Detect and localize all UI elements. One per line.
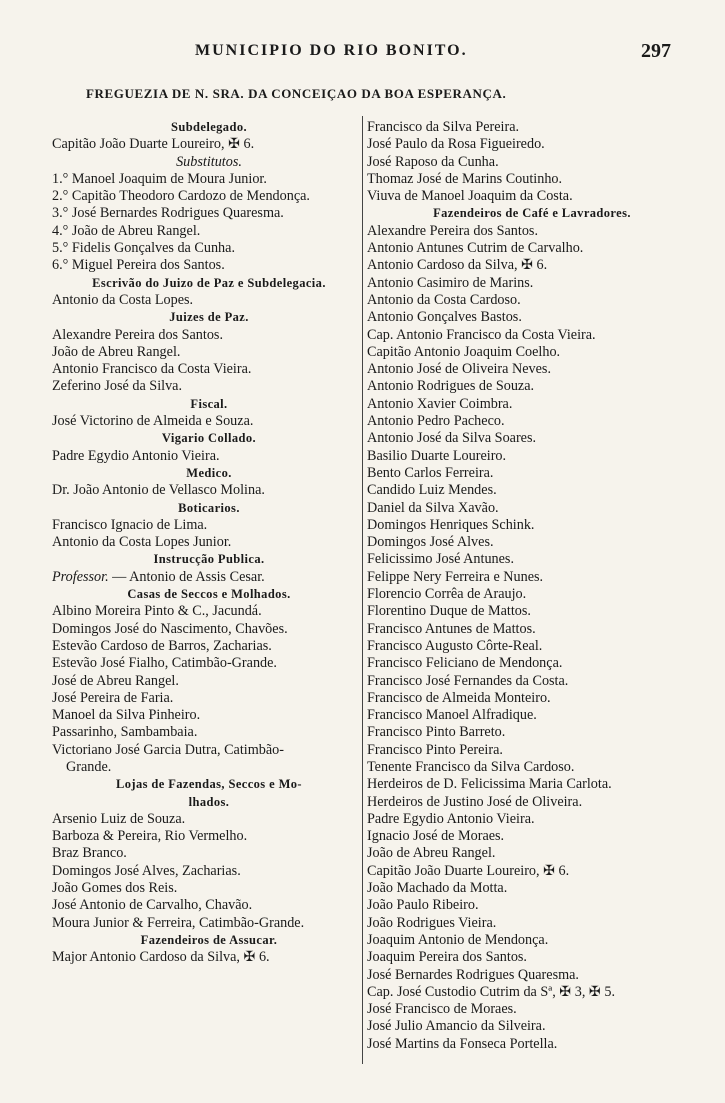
cafe-entry: Cap. José Custodio Cutrim da Sª, ✠ 3, ✠ 5. — [367, 983, 615, 1000]
cafe-entry: Herdeiros de D. Felicissima Maria Carlota. — [367, 776, 612, 793]
fazendeiro-entry: Francisco da Silva Pereira. — [367, 119, 520, 135]
fiscal-heading: Fiscal. — [190, 396, 228, 411]
cafe-entry: Francisco Augusto Côrte-Real. — [367, 637, 543, 654]
cafe-entry: João Machado da Motta. — [367, 880, 508, 897]
substituto-entry: 1.° Manoel Joaquim de Moura Junior. — [52, 170, 267, 187]
cafe-entry: Felicissimo José Antunes. — [367, 551, 515, 568]
loja-entry: João Gomes dos Reis. — [52, 880, 178, 897]
cafe-entry: Joaquim Pereira dos Santos. — [367, 949, 527, 966]
cafe-entry: José Julio Amancio da Silveira. — [367, 1018, 546, 1035]
cafe-entry: Antonio da Costa Cardoso. — [367, 291, 521, 308]
casa-entry: Estevão Cardoso de Barros, Zacharias. — [52, 637, 272, 654]
cafe-entry: Padre Egydio Antonio Vieira. — [367, 810, 535, 827]
cafe-entry: Antonio Antunes Cutrim de Carvalho. — [367, 240, 584, 257]
cafe-heading: Fazendeiros de Café e Lavradores. — [433, 206, 631, 221]
cafe-entry: Antonio Xavier Coimbra. — [367, 395, 513, 412]
cafe-entry: Antonio José da Silva Soares. — [367, 430, 537, 447]
casa-entry: Albino Moreira Pinto & C., Jacundá. — [52, 603, 262, 620]
cafe-entry: José Francisco de Moraes. — [367, 1001, 517, 1018]
cafe-entry: Antonio José de Oliveira Neves. — [367, 361, 552, 378]
cafe-entry: Antonio Gonçalves Bastos. — [367, 309, 522, 326]
cafe-entry: Ignacio José de Moraes. — [367, 828, 505, 845]
casa-entry: Victoriano José Garcia Dutra, Catimbão- — [52, 741, 284, 758]
escrivao-heading: Escrivão do Juizo de Paz e Subdelegacia. — [92, 275, 326, 290]
casa-entry: José Pereira de Faria. — [52, 689, 174, 706]
cafe-entry: Francisco Feliciano de Mendonça. — [367, 655, 563, 672]
casa-entry-continuation: Grande. — [66, 758, 112, 775]
cafe-entry: José Martins da Fonseca Portella. — [367, 1035, 558, 1052]
casas-heading: Casas de Seccos e Molhados. — [127, 587, 291, 602]
cafe-entry: João de Abreu Rangel. — [367, 845, 496, 862]
loja-entry: José Antonio de Carvalho, Chavão. — [52, 897, 253, 914]
cafe-entry: Antonio Casimiro de Marins. — [367, 274, 534, 291]
assucar-entry: Major Antonio Cardoso da Silva, ✠ 6. — [52, 949, 270, 966]
cafe-entry: Alexandre Pereira dos Santos. — [367, 222, 538, 239]
juiz-entry: João de Abreu Rangel. — [52, 343, 181, 360]
instrucao-heading: Instrucção Publica. — [153, 552, 265, 567]
cafe-entry: Basilio Duarte Loureiro. — [367, 447, 507, 464]
cafe-entry: Francisco José Fernandes da Costa. — [367, 672, 569, 689]
casa-entry: Estevão José Fialho, Catimbão-Grande. — [52, 655, 277, 672]
professor-label: Professor. — [52, 568, 109, 585]
juiz-entry: Zeferino José da Silva. — [52, 378, 183, 395]
juizes-heading: Juizes de Paz. — [169, 310, 249, 325]
loja-entry: Braz Branco. — [52, 845, 127, 862]
substituto-entry: 4.° João de Abreu Rangel. — [52, 222, 201, 239]
cafe-entry: Joaquim Antonio de Mendonça. — [367, 931, 549, 948]
cafe-entry: Francisco Pinto Pereira. — [367, 741, 503, 758]
cafe-entry: Bento Carlos Ferreira. — [367, 464, 494, 481]
page-number: 297 — [641, 40, 671, 62]
juiz-entry: Alexandre Pereira dos Santos. — [52, 326, 223, 343]
cafe-entry: Domingos José Alves. — [367, 534, 494, 551]
substituto-entry: 6.° Miguel Pereira dos Santos. — [52, 257, 225, 274]
substitutos-heading: Substitutos. — [176, 153, 242, 170]
cafe-entry: Tenente Francisco da Silva Cardoso. — [367, 758, 575, 775]
substituto-entry: 2.° Capitão Theodoro Cardozo de Mendonça. — [52, 188, 310, 205]
medico-entry: Dr. João Antonio de Vellasco Molina. — [52, 482, 265, 499]
casa-entry: Passarinho, Sambambaia. — [52, 724, 198, 741]
cafe-entry: Francisco Antunes de Mattos. — [367, 620, 536, 637]
fazendeiro-entry: José Raposo da Cunha. — [367, 153, 499, 170]
assucar-heading: Fazendeiros de Assucar. — [140, 932, 278, 947]
running-header-title: MUNICIPIO DO RIO BONITO. — [195, 42, 468, 59]
cafe-entry: Cap. Antonio Francisco da Costa Vieira. — [367, 326, 596, 343]
subdelegado-heading: Subdelegado. — [170, 120, 247, 134]
left-column — [52, 119, 366, 967]
cafe-entry: Francisco de Almeida Monteiro. — [367, 689, 551, 706]
cafe-entry: Antonio Cardoso da Silva, ✠ 6. — [367, 257, 548, 274]
professor-name: — Antonio de Assis Cesar. — [108, 568, 265, 585]
lojas-heading-continuation: lhados. — [188, 794, 230, 809]
loja-entry: Arsenio Luiz de Souza. — [52, 810, 186, 827]
casa-entry: José de Abreu Rangel. — [52, 672, 179, 689]
cafe-entry: Antonio Pedro Pacheco. — [367, 413, 505, 430]
lojas-heading: Lojas de Fazendas, Seccos e Mo- — [116, 777, 302, 792]
fazendeiro-entry: Viuva de Manoel Joaquim da Costa. — [367, 188, 573, 205]
escrivao-entry: Antonio da Costa Lopes. — [52, 291, 194, 308]
boticario-entry: Francisco Ignacio de Lima. — [52, 516, 208, 533]
cafe-entry: Francisco Manoel Alfradique. — [367, 707, 537, 724]
vigario-heading: Vigario Collado. — [161, 431, 257, 446]
juiz-entry: Antonio Francisco da Costa Vieira. — [52, 361, 252, 378]
cafe-entry: Francisco Pinto Barreto. — [367, 724, 506, 741]
fazendeiro-entry: Thomaz José de Marins Coutinho. — [367, 170, 563, 187]
medico-heading: Medico. — [186, 465, 232, 480]
cafe-entry: Florencio Corrêa de Araujo. — [367, 586, 527, 603]
cafe-entry: Capitão Antonio Joaquim Coelho. — [367, 343, 561, 360]
fazendeiro-entry: José Paulo da Rosa Figueiredo. — [367, 136, 545, 153]
loja-entry: Domingos José Alves, Zacharias. — [52, 862, 241, 879]
casa-entry: Domingos José do Nascimento, Chavões. — [52, 620, 288, 637]
cafe-entry: Domingos Henriques Schink. — [367, 516, 535, 533]
casa-entry: Manoel da Silva Pinheiro. — [52, 707, 201, 724]
cafe-entry: João Paulo Ribeiro. — [367, 897, 479, 914]
cafe-entry: João Rodrigues Vieira. — [367, 914, 497, 931]
section-title: FREGUEZIA DE N. SRA. DA CONCEIÇAO DA BOA ESPERANÇA. — [86, 86, 507, 101]
cafe-entry: Herdeiros de Justino José de Oliveira. — [367, 793, 583, 810]
boticarios-heading: Boticarios. — [178, 500, 240, 515]
cafe-entry: Capitão João Duarte Loureiro, ✠ 6. — [367, 862, 570, 879]
cafe-entry: José Bernardes Rodrigues Quaresma. — [367, 966, 579, 983]
cafe-entry: Felippe Nery Ferreira e Nunes. — [367, 568, 544, 585]
cafe-entry: Candido Luiz Mendes. — [367, 482, 497, 499]
vigario-entry: Padre Egydio Antonio Vieira. — [52, 447, 220, 464]
loja-entry: Moura Junior & Ferreira, Catimbão-Grande. — [52, 914, 305, 931]
substituto-entry: 3.° José Bernardes Rodrigues Quaresma. — [52, 205, 284, 222]
cafe-entry: Antonio Rodrigues de Souza. — [367, 378, 535, 395]
cafe-entry: Florentino Duque de Mattos. — [367, 603, 531, 620]
fiscal-entry: José Victorino de Almeida e Souza. — [52, 413, 254, 430]
cafe-entry: Daniel da Silva Xavão. — [367, 499, 499, 516]
substituto-entry: 5.° Fidelis Gonçalves da Cunha. — [52, 240, 235, 257]
right-column — [367, 119, 697, 1053]
boticario-entry: Antonio da Costa Lopes Junior. — [52, 534, 232, 551]
professor-entry — [52, 569, 366, 586]
subdelegado-entry: Capitão João Duarte Loureiro, ✠ 6. — [52, 136, 255, 153]
loja-entry: Barboza & Pereira, Rio Vermelho. — [52, 828, 248, 845]
